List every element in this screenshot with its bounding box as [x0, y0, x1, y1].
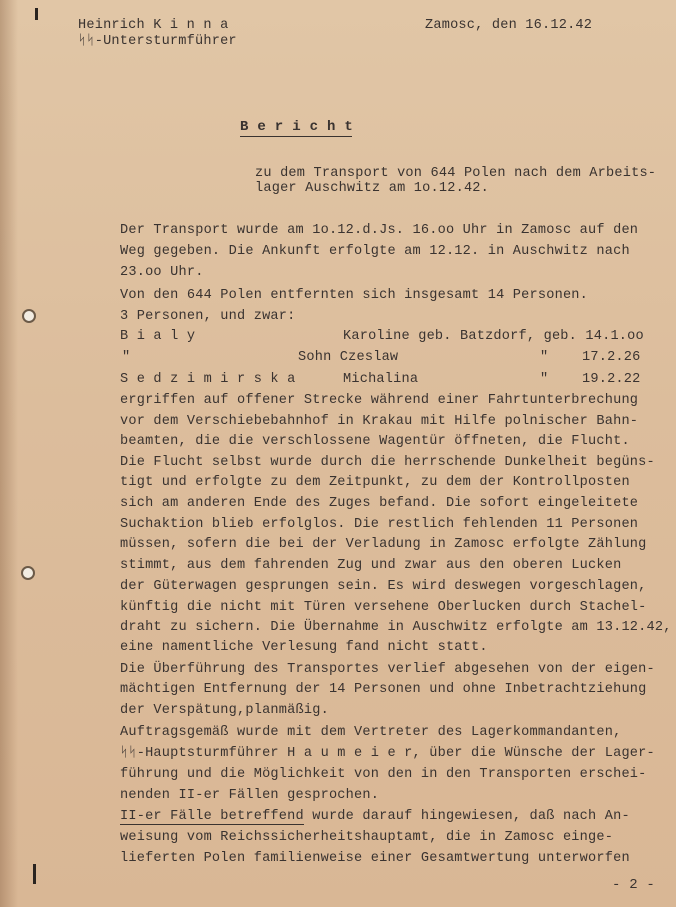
ditto-mark: " — [540, 372, 549, 387]
margin-mark — [35, 8, 38, 20]
body-text: wurde darauf hingewiesen, daß nach An- — [303, 809, 630, 824]
body-line: Von den 644 Polen entfernten sich insgesamt 14 Personen. — [120, 288, 589, 303]
person-surname: B i a l y — [120, 329, 196, 344]
ditto-mark: " — [540, 350, 549, 365]
body-line: Die Flucht selbst wurde durch die herrschende Dunkelheit begüns- — [120, 455, 655, 470]
body-line: Weg gegeben. Die Ankunft erfolgte am 12.12. in Auschwitz nach — [120, 244, 630, 259]
body-line: ᛋᛋ-Hauptsturmführer H a u m e i e r, über die Wünsche der Lager- — [120, 746, 655, 761]
underlined-phrase: II-er Fälle betreffend — [120, 809, 304, 824]
body-line: weisung vom Reichssicherheitshauptamt, die in Zamosc einge- — [120, 830, 614, 845]
body-line: künftig die nicht mit Türen versehene Oberlucken durch Stachel- — [120, 600, 647, 615]
author-rank: ᛋᛋ-Untersturmführer — [78, 34, 237, 49]
body-line: lieferten Polen familienweise einer Gesamtwertung unterworfen — [120, 851, 630, 866]
body-line: Auftragsgemäß wurde mit dem Vertreter des Lagerkommandanten, — [120, 725, 622, 740]
body-line: beamten, die die verschlossene Wagentür öffneten, die Flucht. — [120, 434, 630, 449]
body-line: vor dem Verschiebebahnhof in Krakau mit Hilfe polnischer Bahn- — [120, 414, 639, 429]
title-underline — [240, 136, 352, 137]
person-surname: " — [122, 350, 131, 365]
body-line: der Güterwagen gesprungen sein. Es wird deswegen vorgeschlagen, — [120, 579, 647, 594]
person-given: Michalina — [343, 372, 419, 387]
body-line: der Verspätung,planmäßig. — [120, 703, 329, 718]
person-surname: S e d z i m i r s k a — [120, 372, 296, 387]
subject-line: lager Auschwitz am 1o.12.42. — [255, 181, 490, 196]
body-line: ergriffen auf offener Strecke während einer Fahrtunterbrechung — [120, 393, 639, 408]
body-line — [120, 809, 630, 825]
body-line: 3 Personen, und zwar: — [120, 309, 296, 324]
body-line: Die Überführung des Transportes verlief abgesehen von der eigen- — [120, 662, 655, 677]
page-fold-shadow — [0, 0, 18, 907]
body-line: Der Transport wurde am 1o.12.d.Js. 16.oo Uhr in Zamosc auf den — [120, 223, 639, 238]
body-line: müssen, sofern die bei der Verladung in Zamosc erfolgte Zählung — [120, 537, 647, 552]
body-line: eine namentliche Verlesung fand nicht statt. — [120, 640, 488, 655]
person-birthdate: 19.2.22 — [582, 372, 641, 387]
body-line: 23.oo Uhr. — [120, 265, 204, 280]
page-number: - 2 - — [612, 877, 656, 893]
body-line: stimmt, aus dem fahrenden Zug und zwar aus den oberen Lucken — [120, 558, 622, 573]
person-given: Sohn Czeslaw — [298, 350, 399, 365]
person-details: Karoline geb. Batzdorf, geb. 14.1.oo — [343, 329, 644, 344]
report-title: B e r i c h t — [240, 119, 354, 135]
person-birthdate: 17.2.26 — [582, 350, 641, 365]
body-line: führung und die Möglichkeit von den in den Transporten erschei- — [120, 767, 647, 782]
margin-mark — [33, 864, 36, 884]
author-name: Heinrich K i n n a — [78, 18, 229, 33]
subject-line: zu dem Transport von 644 Polen nach dem Arbeits- — [255, 166, 657, 181]
body-line: sich am anderen Ende des Zuges befand. Die sofort eingeleitete — [120, 496, 639, 511]
body-line: nenden II-er Fällen gesprochen. — [120, 788, 380, 803]
punch-hole-bottom — [21, 566, 35, 580]
body-line: draht zu sichern. Die Übernahme in Auschwitz erfolgte am 13.12.42, — [120, 620, 672, 635]
punch-hole-top — [22, 309, 36, 323]
place-date: Zamosc, den 16.12.42 — [425, 18, 593, 33]
body-line: mächtigen Entfernung der 14 Personen und ohne Inbetrachtziehung — [120, 682, 647, 697]
body-line: tigt und erfolgte zu dem Zeitpunkt, zu dem der Kontrollposten — [120, 475, 630, 490]
body-line: Suchaktion blieb erfolglos. Die restlich fehlenden 11 Personen — [120, 517, 639, 532]
